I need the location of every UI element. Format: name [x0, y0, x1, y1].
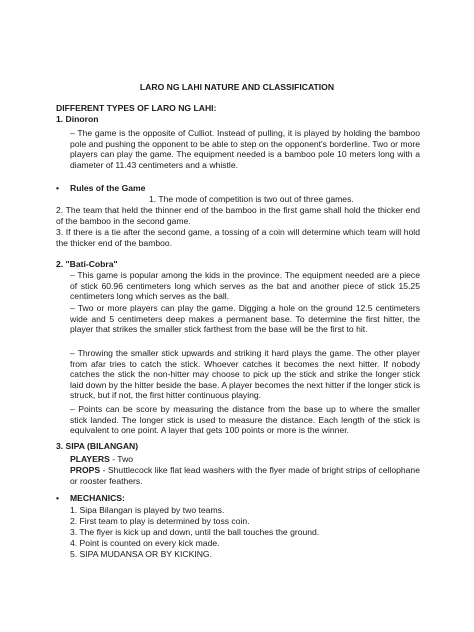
heading-sipa: 3. SIPA (BILANGAN): [56, 441, 139, 451]
players-value: - Two: [109, 454, 134, 464]
rule-1: 1. The mode of competition is two out of three games.: [149, 194, 354, 204]
props-label: PROPS: [70, 465, 101, 475]
props-value: - Shuttlecock like flat lead washers with the flyer made of bright strips of cellophane or rooster feathers.: [70, 465, 420, 486]
mechanic-5: 5. SIPA MUDANSA OR BY KICKING.: [70, 549, 212, 559]
mechanic-1: 1. Sipa Bilangan is played by two teams.: [70, 505, 225, 515]
section-heading-types: DIFFERENT TYPES OF LARO NG LAHI:: [56, 103, 217, 113]
bati-cobra-paragraph-3: – Throwing the smaller stick upwards and striking it hard plays the game. The other player from afar tries to catch the stick. Whoever catches it becomes the next hitter. If nobody catches the stick the non-hitter may choose to pick up the stick and strike the longer stick laid down by the hitter beside the base. A player becomes the next hitter if the longer stick is struck, but if not, the first hitter continuous playing.: [70, 348, 420, 401]
page-title: LARO NG LAHI NATURE AND CLASSIFICATION: [139, 82, 335, 92]
mechanic-3: 3. The flyer is kick up and down, until the ball touches the ground.: [70, 527, 320, 537]
mechanic-4: 4. Point is counted on every kick made.: [70, 538, 220, 548]
bullet-icon: •: [56, 493, 60, 503]
bullet-icon: •: [56, 183, 60, 193]
mechanic-2: 2. First team to play is determined by toss coin.: [70, 516, 250, 526]
rules-heading: Rules of the Game: [70, 183, 146, 193]
rule-3: 3. If there is a tie after the second game, a tossing of a coin will determine which team will hold the thicker end of the bamboo.: [56, 227, 420, 248]
heading-bati-cobra: 2. "Bati-Cobra": [56, 259, 118, 269]
heading-dinoron: 1. Dinoron: [56, 114, 99, 124]
players-line: [70, 454, 420, 465]
rule-2: 2. The team that held the thinner end of the bamboo in the first game shall hold the thicker end of the bamboo in the second game.: [56, 205, 420, 226]
dinoron-description: – The game is the opposite of Culliot. Instead of pulling, it is played by holding the bamboo pole and pushing the opponent to be able to step on the opponent's borderline. Two or more players can play the game. The equipment needed is a bamboo pole 10 meters long with a diameter of 11.43 centimeters and a whistle.: [70, 128, 420, 170]
mechanics-heading: MECHANICS:: [70, 493, 125, 503]
props-line: [70, 465, 420, 486]
players-label: PLAYERS: [70, 454, 110, 464]
bati-cobra-paragraph-2: – Two or more players can play the game. Digging a hole on the ground 12.5 centimeters wide and 5 centimeters deep makes a permanent base. To determine the first hitter, the player that strikes the smaller stick farthest from the base will be the first to hit.: [70, 303, 420, 335]
bati-cobra-paragraph-4: – Points can be score by measuring the distance from the base up to where the smaller stick landed. The longer stick is used to measure the distance. Each length of the stick is equivalent to one point. A layer that gets 100 points or more is the winner.: [70, 404, 420, 436]
bati-cobra-paragraph-1: – This game is popular among the kids in the province. The equipment needed are a piece of stick 60.96 centimeters long which serves as the bat and another piece of stick 15.25 centimeters long which serves as the ball.: [70, 270, 420, 302]
